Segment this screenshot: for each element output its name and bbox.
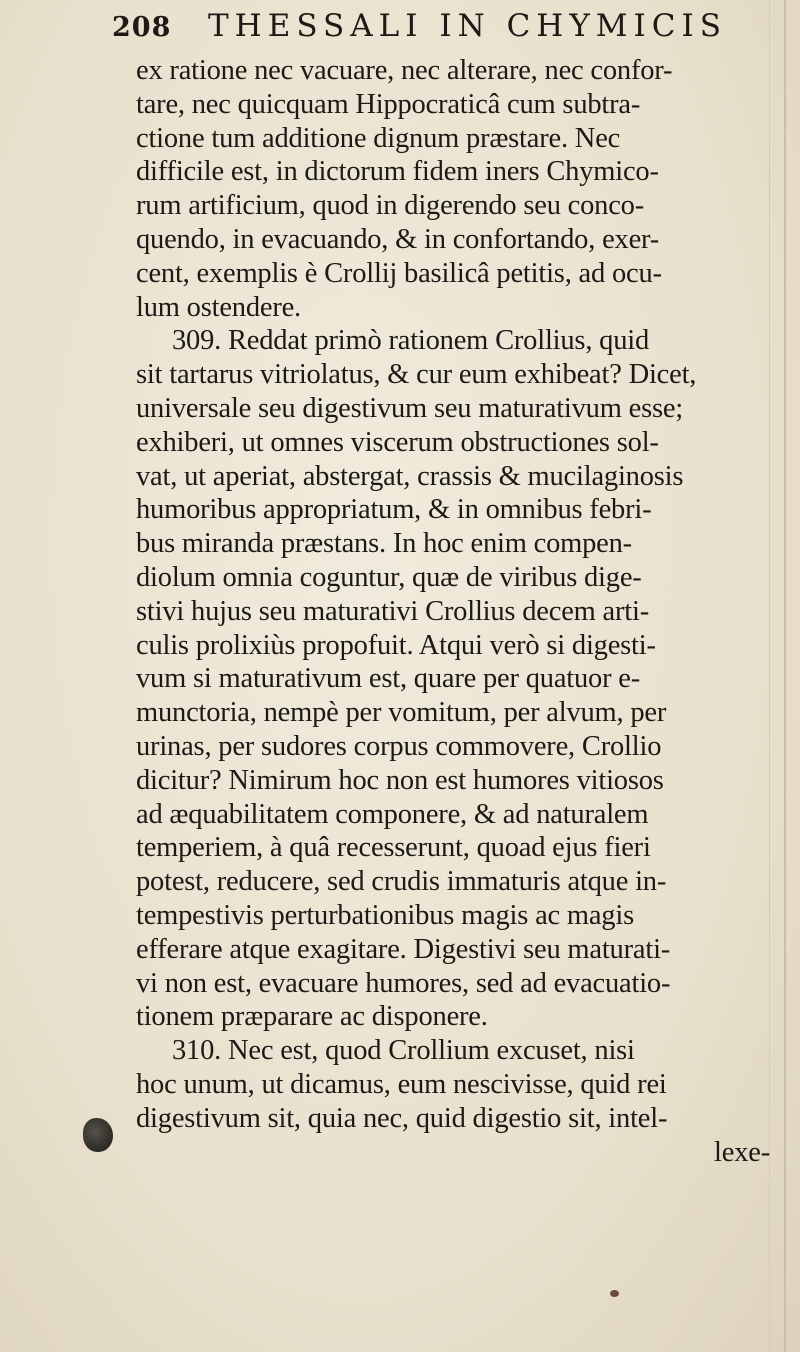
text-line: sit tartarus vitriolatus, & cur eum exhibeat? Dicet, [136, 359, 697, 391]
page-number: 208 [112, 12, 172, 43]
text-line: potest, reducere, sed crudis immaturis atque in- [136, 866, 667, 898]
text-line: cent, exemplis è Crollij basilicâ petitis, ad ocu- [136, 257, 662, 289]
text-line: temperiem, à quâ recesserunt, quoad ejus fieri [136, 832, 651, 864]
text-line: tare, nec quicquam Hippocraticâ cum subtra- [136, 88, 641, 120]
text-line: diolum omnia coguntur, quæ de viribus dige- [136, 561, 642, 593]
paragraph-310-start: 310. Nec est, quod Crollium excuset, nisi [172, 1035, 635, 1067]
text-line: lum ostendere. [136, 291, 301, 323]
text-line: vum si maturativum est, quare per quatuor e- [136, 663, 641, 695]
text-line: tempestivis perturbationibus magis ac magis [136, 899, 634, 931]
text-line: universale seu digestivum seu maturativum esse; [136, 392, 684, 424]
text-line: quendo, in evacuando, & in confortando, exer- [136, 223, 660, 255]
text-line: bus miranda præstans. In hoc enim compen- [136, 528, 632, 560]
text-line: vi non est, evacuare humores, sed ad evacuatio- [136, 967, 671, 999]
body-text [136, 54, 776, 1169]
page-header [112, 8, 752, 56]
text-line: digestivum sit, quia nec, quid digestio sit, intel- [136, 1102, 668, 1134]
text-line: munctoria, nempè per vomitum, per alvum, per [136, 697, 667, 729]
text-line: stivi hujus seu maturativi Crollius decem arti- [136, 595, 650, 627]
text-line: hoc unum, ut dicamus, eum nescivisse, quid rei [136, 1068, 667, 1100]
text-line: vat, ut aperiat, abstergat, crassis & mucilaginosis [136, 460, 684, 492]
ink-speck [610, 1290, 619, 1297]
text-line: humoribus appropriatum, & in omnibus febri- [136, 494, 652, 526]
text-line: difficile est, in dictorum fidem iners Chymico- [136, 156, 659, 188]
text-line: rum artificium, quod in digerendo seu conco- [136, 190, 645, 222]
ink-blot [83, 1118, 113, 1152]
text-line: dicitur? Nimirum hoc non est humores vitiosos [136, 764, 664, 796]
text-line: efferare atque exagitare. Digestivi seu maturati- [136, 933, 671, 965]
text-line: culis prolixiùs propofuit. Atqui verò si digesti- [136, 629, 656, 661]
paragraph-309-start: 309. Reddat primò rationem Crollius, quid [172, 325, 650, 357]
running-head: THESSALI IN CHYMICIS [208, 8, 727, 44]
text-line: urinas, per sudores corpus commovere, Crollio [136, 730, 662, 762]
page-edge [784, 0, 786, 1352]
text-line: ctione tum additione dignum præstare. Nec [136, 122, 621, 154]
text-line: ad æquabilitatem componere, & ad naturalem [136, 798, 649, 830]
text-line: exhiberi, ut omnes viscerum obstructiones sol- [136, 426, 659, 458]
catchword: lexe- [714, 1136, 770, 1168]
text-line: tionem præparare ac disponere. [136, 1001, 488, 1033]
text-line: ex ratione nec vacuare, nec alterare, nec confor- [136, 55, 673, 86]
